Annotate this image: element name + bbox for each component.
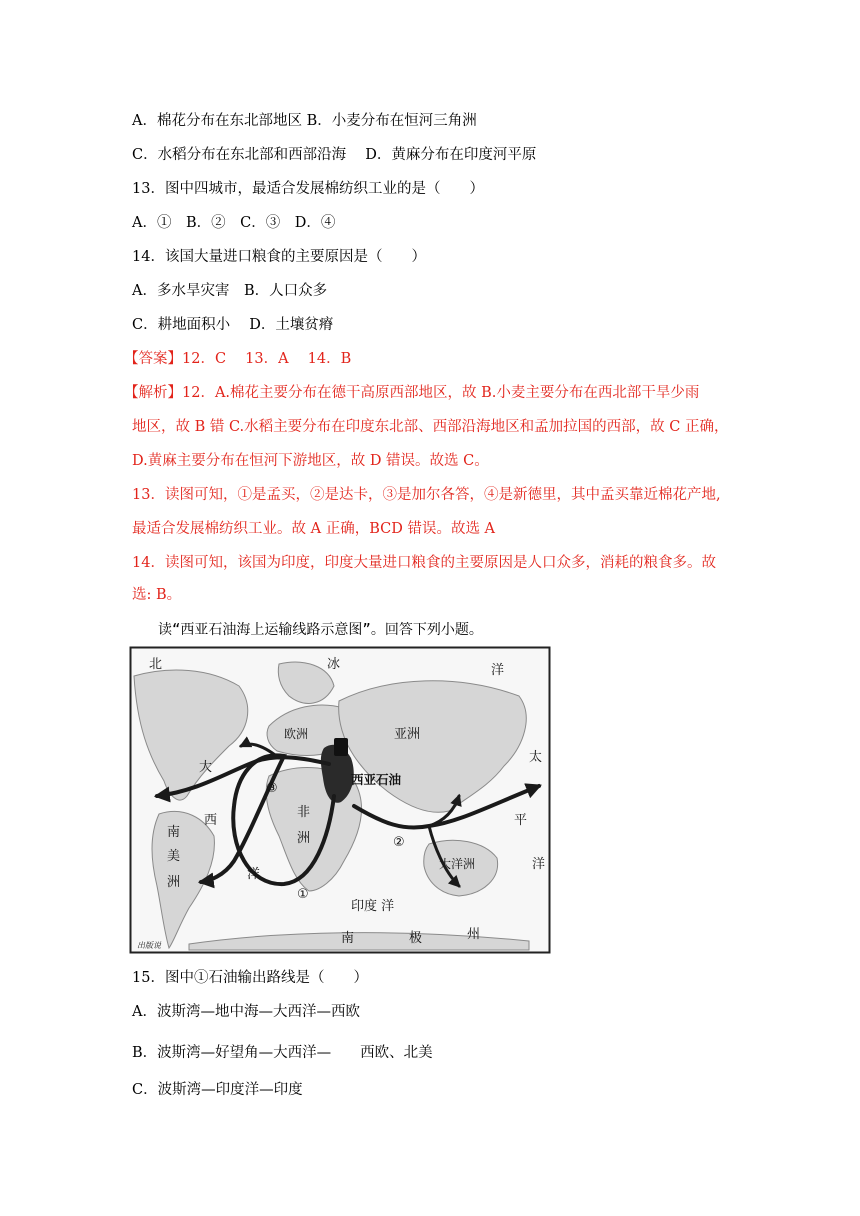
- analysis-13-line2: 最适合发展棉纺织工业。故 A 正确，BCD 错误。故选 A: [132, 521, 496, 537]
- label-nan-sa: 南: [167, 825, 181, 840]
- analysis-12-text1: 12．A.棉花主要分布在德干高原西部地区，故 B.小麦主要分布在西北部干旱少雨: [182, 385, 700, 401]
- q13-stem: 13．图中四城市，最适合发展棉纺织工业的是（ ）: [132, 181, 484, 197]
- label-bing: 冰: [327, 657, 341, 672]
- analysis-13-line1: 13．读图可知，①是孟买，②是达卡，③是加尔各答，④是新德里，其中孟买靠近棉花产地,: [132, 487, 721, 503]
- q14-stem: 14．该国大量进口粮食的主要原因是（ ）: [132, 249, 426, 265]
- analysis-tag: 【解析】: [124, 385, 182, 401]
- label-corner: 出版说: [137, 941, 161, 950]
- analysis-12-line1: [124, 383, 699, 403]
- q14-options-cd: C．耕地面积小 D．土壤贫瘠: [132, 317, 334, 333]
- oil-route-map: [129, 646, 551, 954]
- answer-line: [124, 349, 351, 369]
- analysis-14-line2: 选: B。: [132, 587, 182, 603]
- q12-options-ab: A．棉花分布在东北部地区 B．小麦分布在恒河三角洲: [132, 113, 477, 129]
- label-route-3: ③: [266, 781, 278, 796]
- label-ping: 平: [514, 813, 528, 828]
- label-route-2: ②: [393, 835, 405, 850]
- q14-options-ab: A．多水旱灾害 B．人口众多: [132, 283, 328, 299]
- q15-option-a: A．波斯湾—地中海—大西洋—西欧: [132, 1004, 360, 1020]
- analysis-12-line2: 地区，故 B 错 C.水稻主要分布在印度东北部、西部沿海地区和孟加拉国的西部，故 C 正确，: [132, 419, 729, 435]
- label-fei: 非: [297, 805, 311, 820]
- label-zhou-af: 洲: [297, 831, 311, 846]
- label-yang-top: 洋: [491, 663, 505, 678]
- oil-barrel-icon: [334, 738, 348, 756]
- map-intro: 读“西亚石油海上运输线路示意图”。回答下列小题。: [158, 622, 483, 638]
- analysis-12-line3: D.黄麻主要分布在恒河下游地区，故 D 错误。故选 C。: [132, 453, 489, 469]
- label-oceania: 大洋洲: [439, 857, 476, 871]
- analysis-14-line1: 14．读图可知，该国为印度，印度大量进口粮食的主要原因是人口众多，消耗的粮食多。故: [132, 555, 716, 571]
- label-asia: 亚洲: [394, 727, 421, 742]
- q15-option-c: C．波斯湾—印度洋—印度: [132, 1082, 303, 1098]
- label-mei: 美: [167, 849, 181, 864]
- label-zhou-ant: 州: [467, 927, 481, 942]
- answer-text: 12．C 13．A 14．B: [182, 351, 352, 367]
- label-europe: 欧洲: [284, 727, 309, 741]
- q12-options-cd: C．水稻分布在东北部和西部沿海 D．黄麻分布在印度河平原: [132, 147, 537, 163]
- label-da: 大: [199, 760, 213, 775]
- label-zhou-sa: 洲: [167, 875, 181, 890]
- q15-option-b: B．波斯湾—好望角—大西洋— 西欧、北美: [132, 1045, 433, 1061]
- label-yang-pac: 洋: [532, 857, 546, 872]
- label-oil: 西亚石油: [351, 772, 402, 787]
- label-yang-atl: 洋: [247, 867, 261, 882]
- answer-tag: 【答案】: [124, 351, 182, 367]
- q15-stem: 15．图中①石油输出路线是（ ）: [132, 970, 368, 986]
- label-bei: 北: [149, 657, 163, 672]
- label-indian-ocean: 印度 洋: [351, 899, 395, 914]
- label-tai: 太: [529, 750, 543, 765]
- q13-options: A．① B．② C．③ D．④: [132, 215, 336, 231]
- label-nan-ant: 南: [341, 931, 355, 946]
- label-ji: 极: [409, 931, 423, 946]
- label-route-1: ①: [297, 887, 309, 902]
- label-xi: 西: [204, 813, 218, 828]
